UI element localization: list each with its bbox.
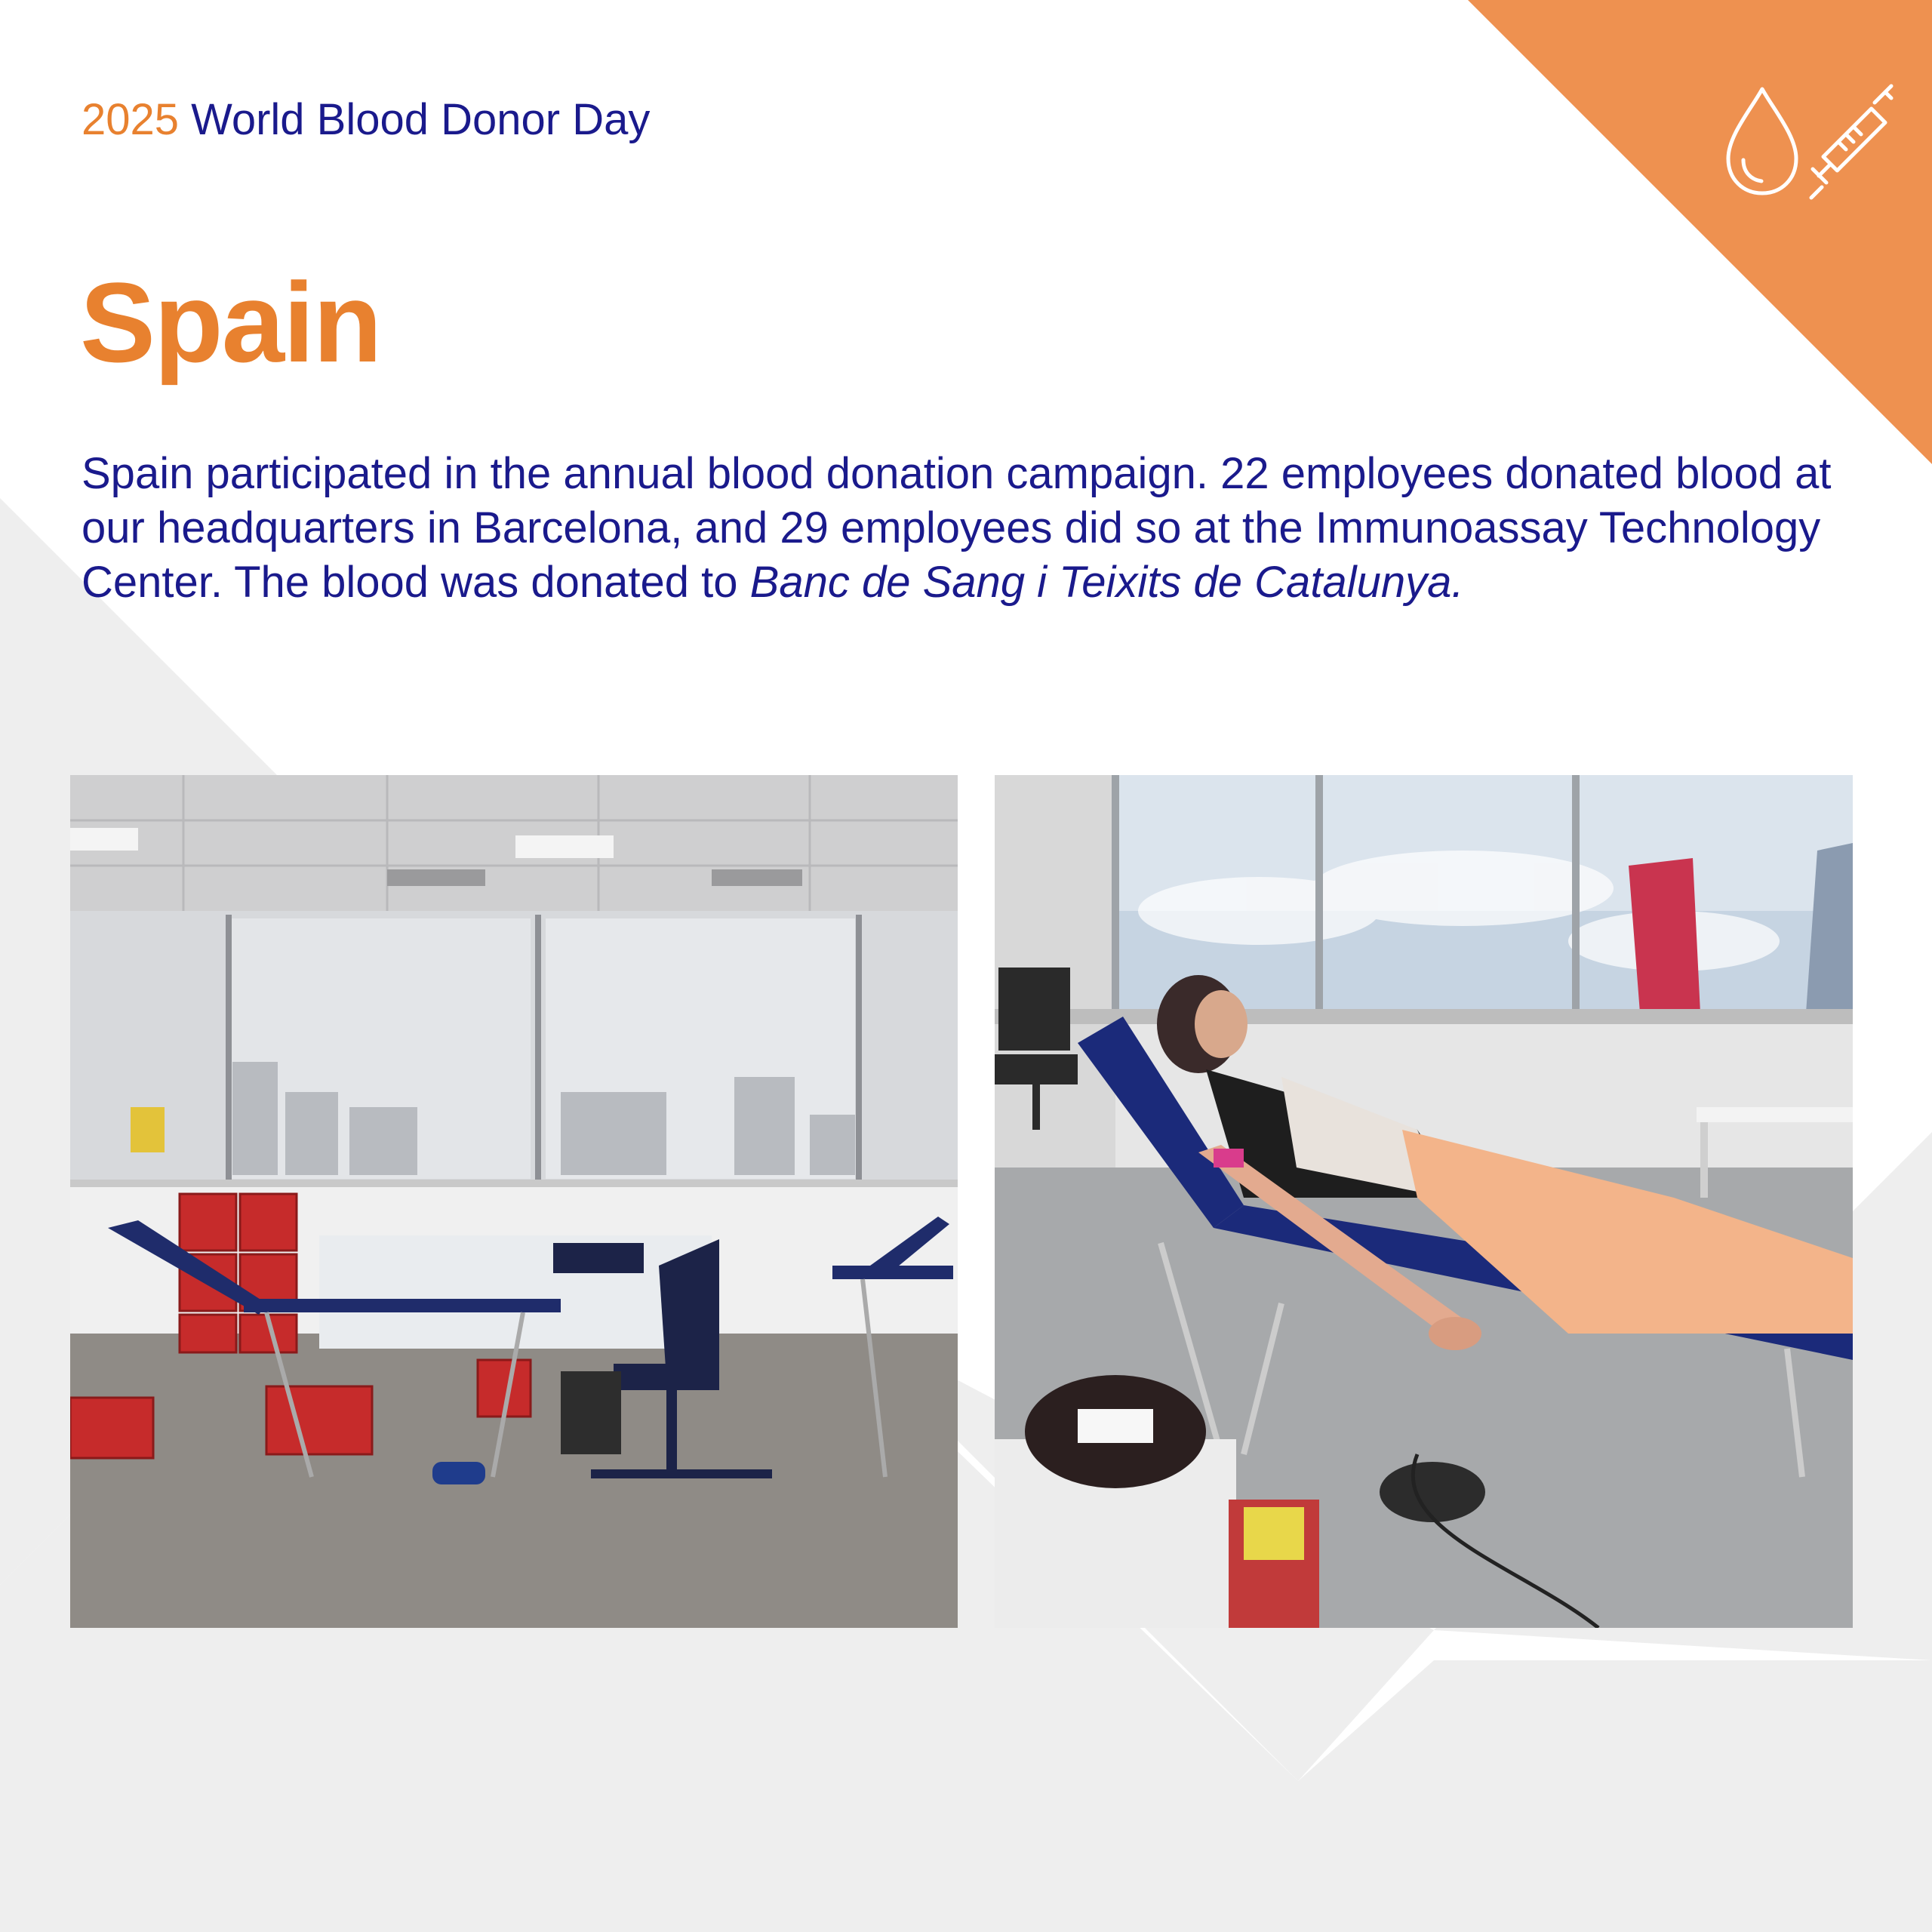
donation-room-photo — [70, 775, 958, 1628]
body-paragraph — [82, 447, 1847, 610]
corner-icons — [1713, 75, 1909, 211]
recipient-name: Banc de Sang i Teixits de Catalunya. — [749, 558, 1464, 607]
blood-drop-icon — [1728, 89, 1796, 193]
donor-on-bed-photo — [995, 775, 1853, 1628]
event-header — [82, 95, 651, 144]
event-name: World Blood Donor Day — [179, 95, 651, 144]
body-main-text: Spain participated in the annual blood donation campaign. 22 employees donated blood at our headquarters in Barcelona, and 29 employees did so at the Immunoassay Technology Center. The blood was donated to — [82, 449, 1832, 607]
page-title: Spain — [80, 259, 381, 386]
event-year: 2025 — [82, 95, 180, 144]
syringe-icon — [1811, 86, 1891, 198]
